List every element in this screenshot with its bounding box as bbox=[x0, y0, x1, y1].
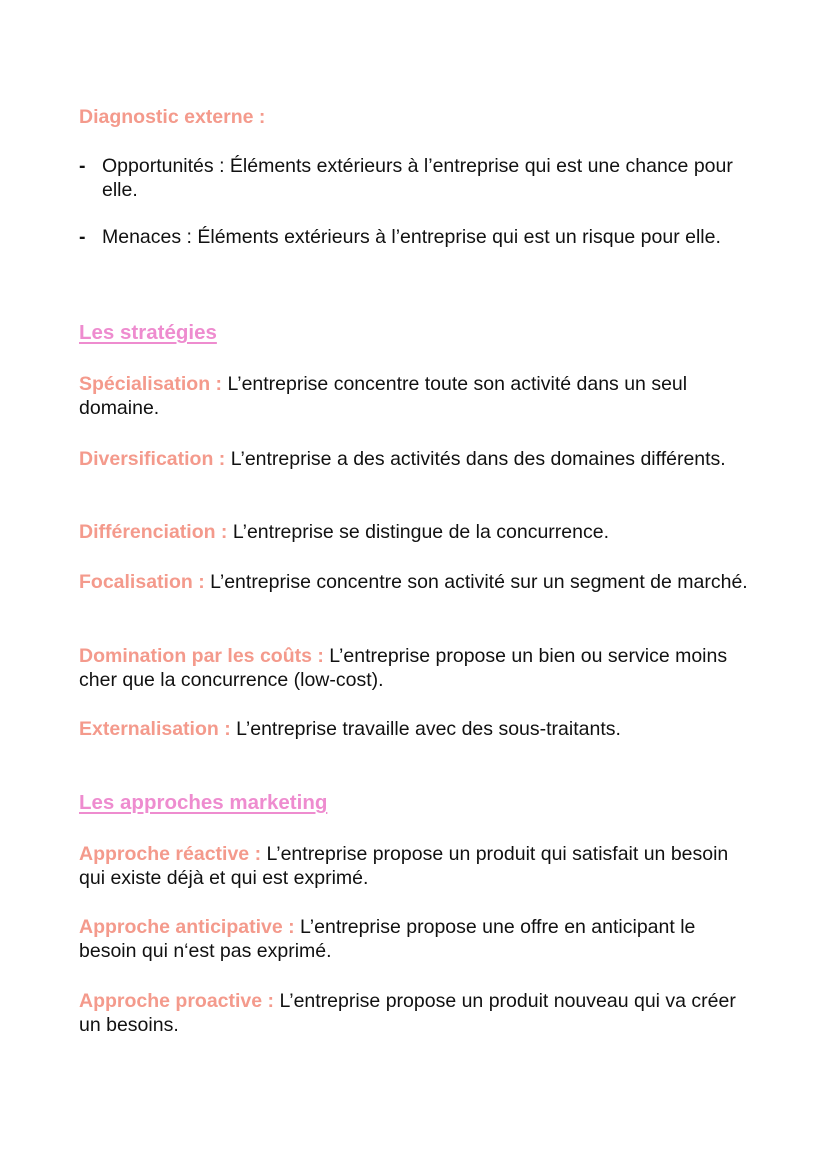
marketing-label: Approche anticipative : bbox=[79, 916, 295, 938]
strategy-item bbox=[79, 372, 749, 420]
strategy-item bbox=[79, 520, 749, 544]
marketing-definition: L’entreprise propose un produit qui satisfait un besoin qui existe déjà et qui est exprimé. bbox=[79, 843, 729, 889]
list-item-text: Menaces : Éléments extérieurs à l’entreprise qui est un risque pour elle. bbox=[102, 226, 721, 248]
strategy-label: Externalisation : bbox=[79, 718, 231, 740]
bullet-marker: - bbox=[79, 226, 86, 248]
strategy-definition: L’entreprise a des activités dans des domaines différents. bbox=[225, 448, 726, 470]
marketing-label: Approche proactive : bbox=[79, 990, 275, 1012]
strategies-heading: Les stratégies bbox=[79, 321, 217, 344]
strategy-item bbox=[79, 644, 749, 692]
strategy-item bbox=[79, 447, 749, 471]
marketing-definition: L’entreprise propose une offre en anticipant le besoin qui n‘est pas exprimé. bbox=[79, 916, 696, 962]
marketing-item bbox=[79, 989, 749, 1037]
list-item bbox=[79, 154, 749, 202]
strategy-definition: L’entreprise concentre toute son activité dans un seul domaine. bbox=[79, 373, 688, 419]
marketing-heading: Les approches marketing bbox=[79, 791, 328, 814]
marketing-item bbox=[79, 915, 749, 963]
strategy-definition: L’entreprise travaille avec des sous-traitants. bbox=[230, 718, 621, 740]
list-item bbox=[79, 225, 749, 249]
marketing-item bbox=[79, 842, 749, 890]
strategy-item bbox=[79, 717, 749, 741]
bullet-marker: - bbox=[79, 155, 86, 177]
marketing-definition: L’entreprise propose un produit nouveau qui va créer un besoins. bbox=[79, 990, 736, 1036]
strategy-label: Diversification : bbox=[79, 448, 226, 470]
strategy-label: Focalisation : bbox=[79, 571, 205, 593]
strategy-label: Domination par les coûts : bbox=[79, 645, 324, 667]
external-diagnostic-heading: Diagnostic externe : bbox=[79, 106, 266, 128]
strategy-definition: L’entreprise propose un bien ou service moins cher que la concurrence (low-cost). bbox=[79, 645, 728, 691]
marketing-label: Approche réactive : bbox=[79, 843, 262, 865]
strategy-item bbox=[79, 570, 749, 594]
strategy-definition: L’entreprise concentre son activité sur un segment de marché. bbox=[204, 571, 748, 593]
list-item-text: Opportunités : Éléments extérieurs à l’entreprise qui est une chance pour elle. bbox=[102, 155, 733, 201]
strategy-label: Spécialisation : bbox=[79, 373, 223, 395]
strategy-label: Différenciation : bbox=[79, 521, 228, 543]
strategy-definition: L’entreprise se distingue de la concurrence. bbox=[227, 521, 610, 543]
